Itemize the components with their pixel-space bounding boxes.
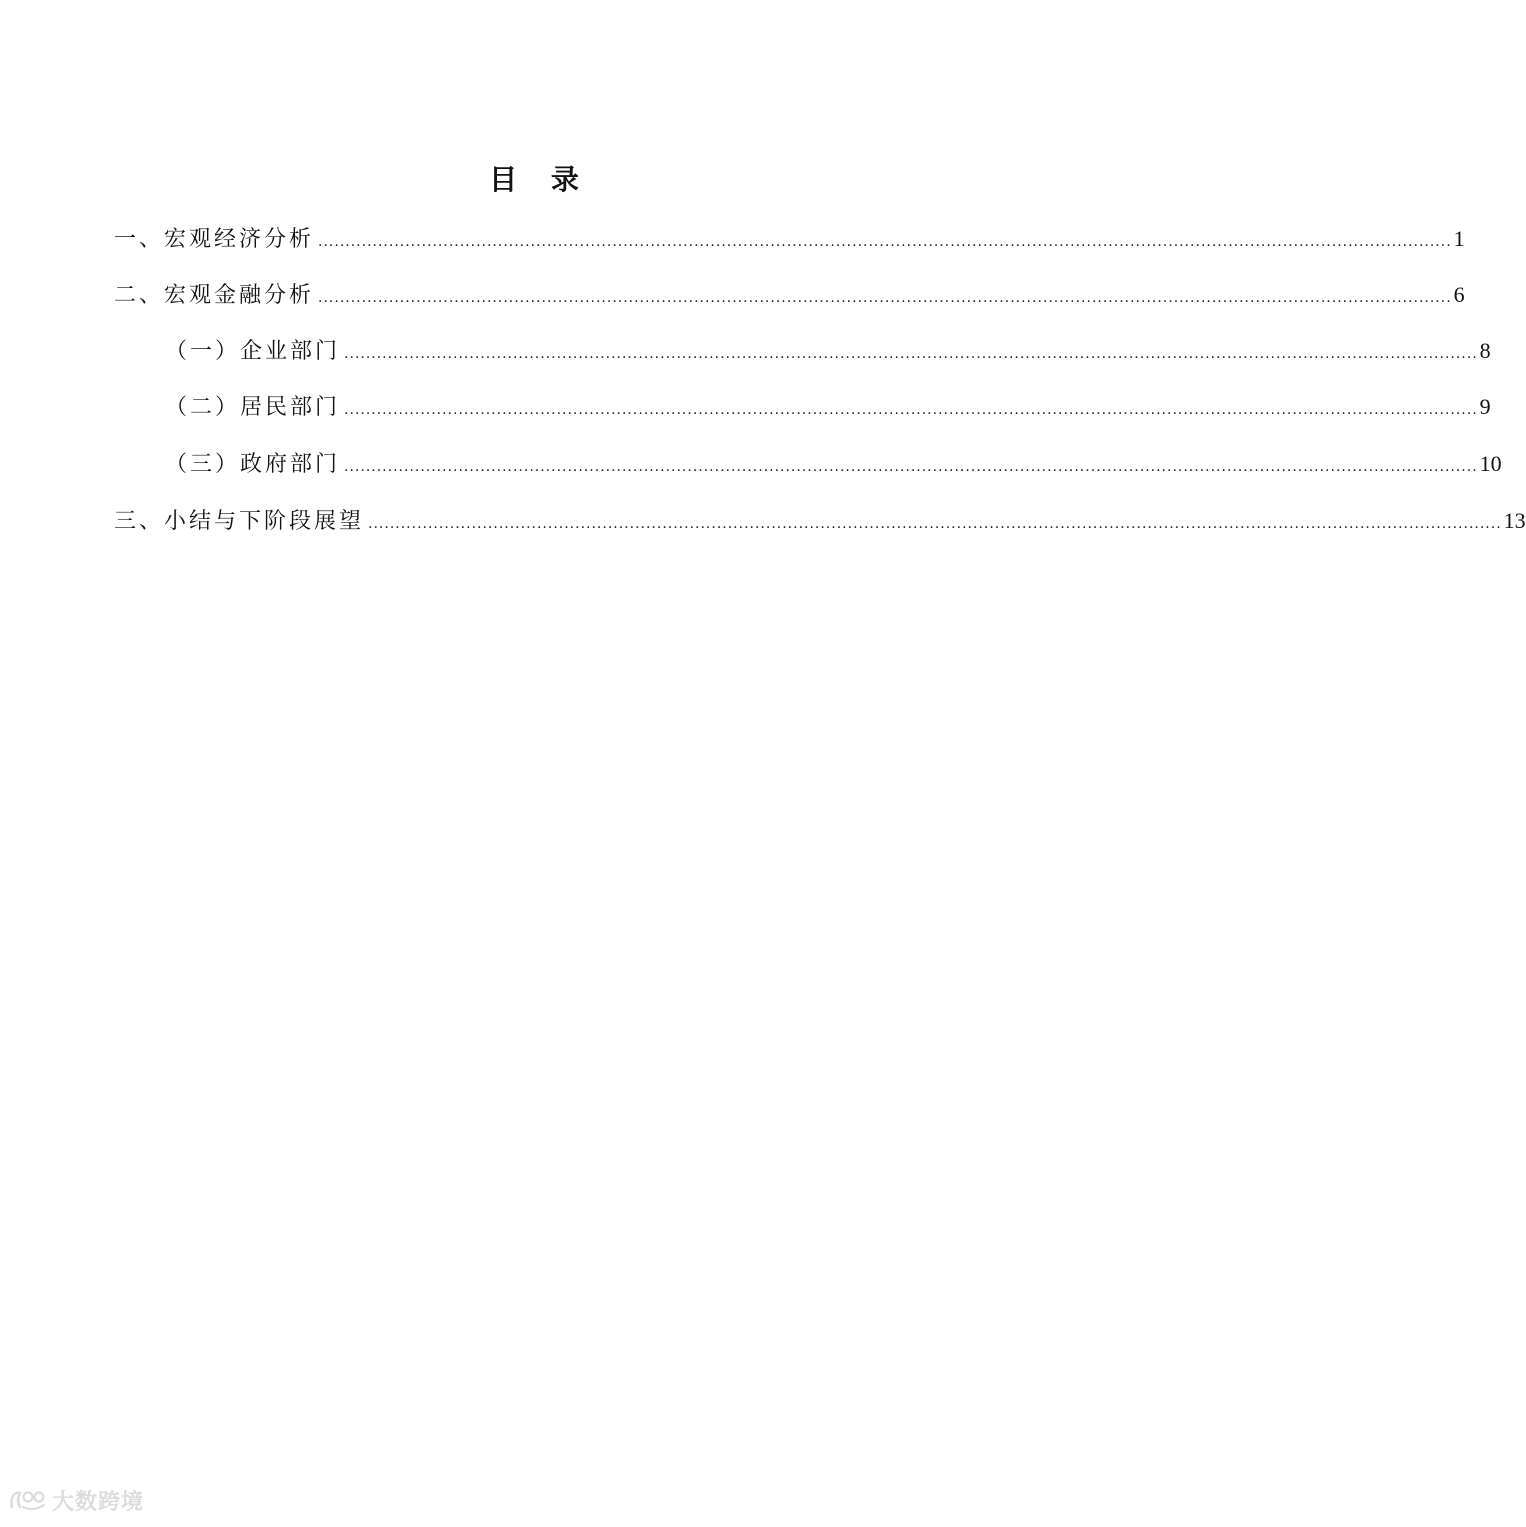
watermark bbox=[8, 1485, 144, 1515]
toc-entry-government-sector[interactable] bbox=[165, 444, 1502, 484]
toc-leader-dots: ................................................................................................................................................................................................................ bbox=[318, 290, 1452, 306]
toc-leader-dots: ................................................................................................................................................................................................................ bbox=[344, 402, 1478, 418]
toc-leader-dots: ................................................................................................................................................................................................................ bbox=[318, 234, 1452, 250]
toc-page-number: 6 bbox=[1453, 282, 1465, 307]
toc-entry-corporate-sector[interactable] bbox=[165, 331, 1491, 371]
toc-entry-macro-financial-analysis[interactable] bbox=[114, 275, 1465, 315]
toc-entry-label: 二、宏观金融分析 bbox=[114, 283, 315, 308]
toc-entry-label: 三、小结与下阶段展望 bbox=[114, 509, 365, 534]
toc-leader-dots: ................................................................................................................................................................................................................ bbox=[368, 516, 1502, 532]
watermark-logo-icon bbox=[8, 1487, 48, 1513]
toc-page-number: 1 bbox=[1453, 226, 1465, 251]
toc-page-number: 9 bbox=[1479, 394, 1491, 419]
toc-entry-label: （三）政府部门 bbox=[165, 452, 341, 477]
toc-entry-label: （一）企业部门 bbox=[165, 339, 341, 364]
toc-page-number: 13 bbox=[1503, 508, 1526, 533]
toc-page-number: 10 bbox=[1479, 451, 1502, 476]
toc-leader-dots: ................................................................................................................................................................................................................ bbox=[344, 346, 1478, 362]
watermark-text: 大数跨境 bbox=[52, 1489, 145, 1515]
toc-entry-label: （二）居民部门 bbox=[165, 395, 341, 420]
toc-entry-label: 一、宏观经济分析 bbox=[114, 227, 315, 252]
toc-entry-summary-outlook[interactable] bbox=[114, 501, 1526, 541]
toc-page-number: 8 bbox=[1479, 338, 1491, 363]
page-title: 目 录 bbox=[489, 163, 591, 196]
toc-entry-household-sector[interactable] bbox=[165, 387, 1491, 427]
toc-leader-dots: ................................................................................................................................................................................................................ bbox=[344, 459, 1478, 475]
toc-entry-macroeconomic-analysis[interactable] bbox=[114, 219, 1465, 259]
